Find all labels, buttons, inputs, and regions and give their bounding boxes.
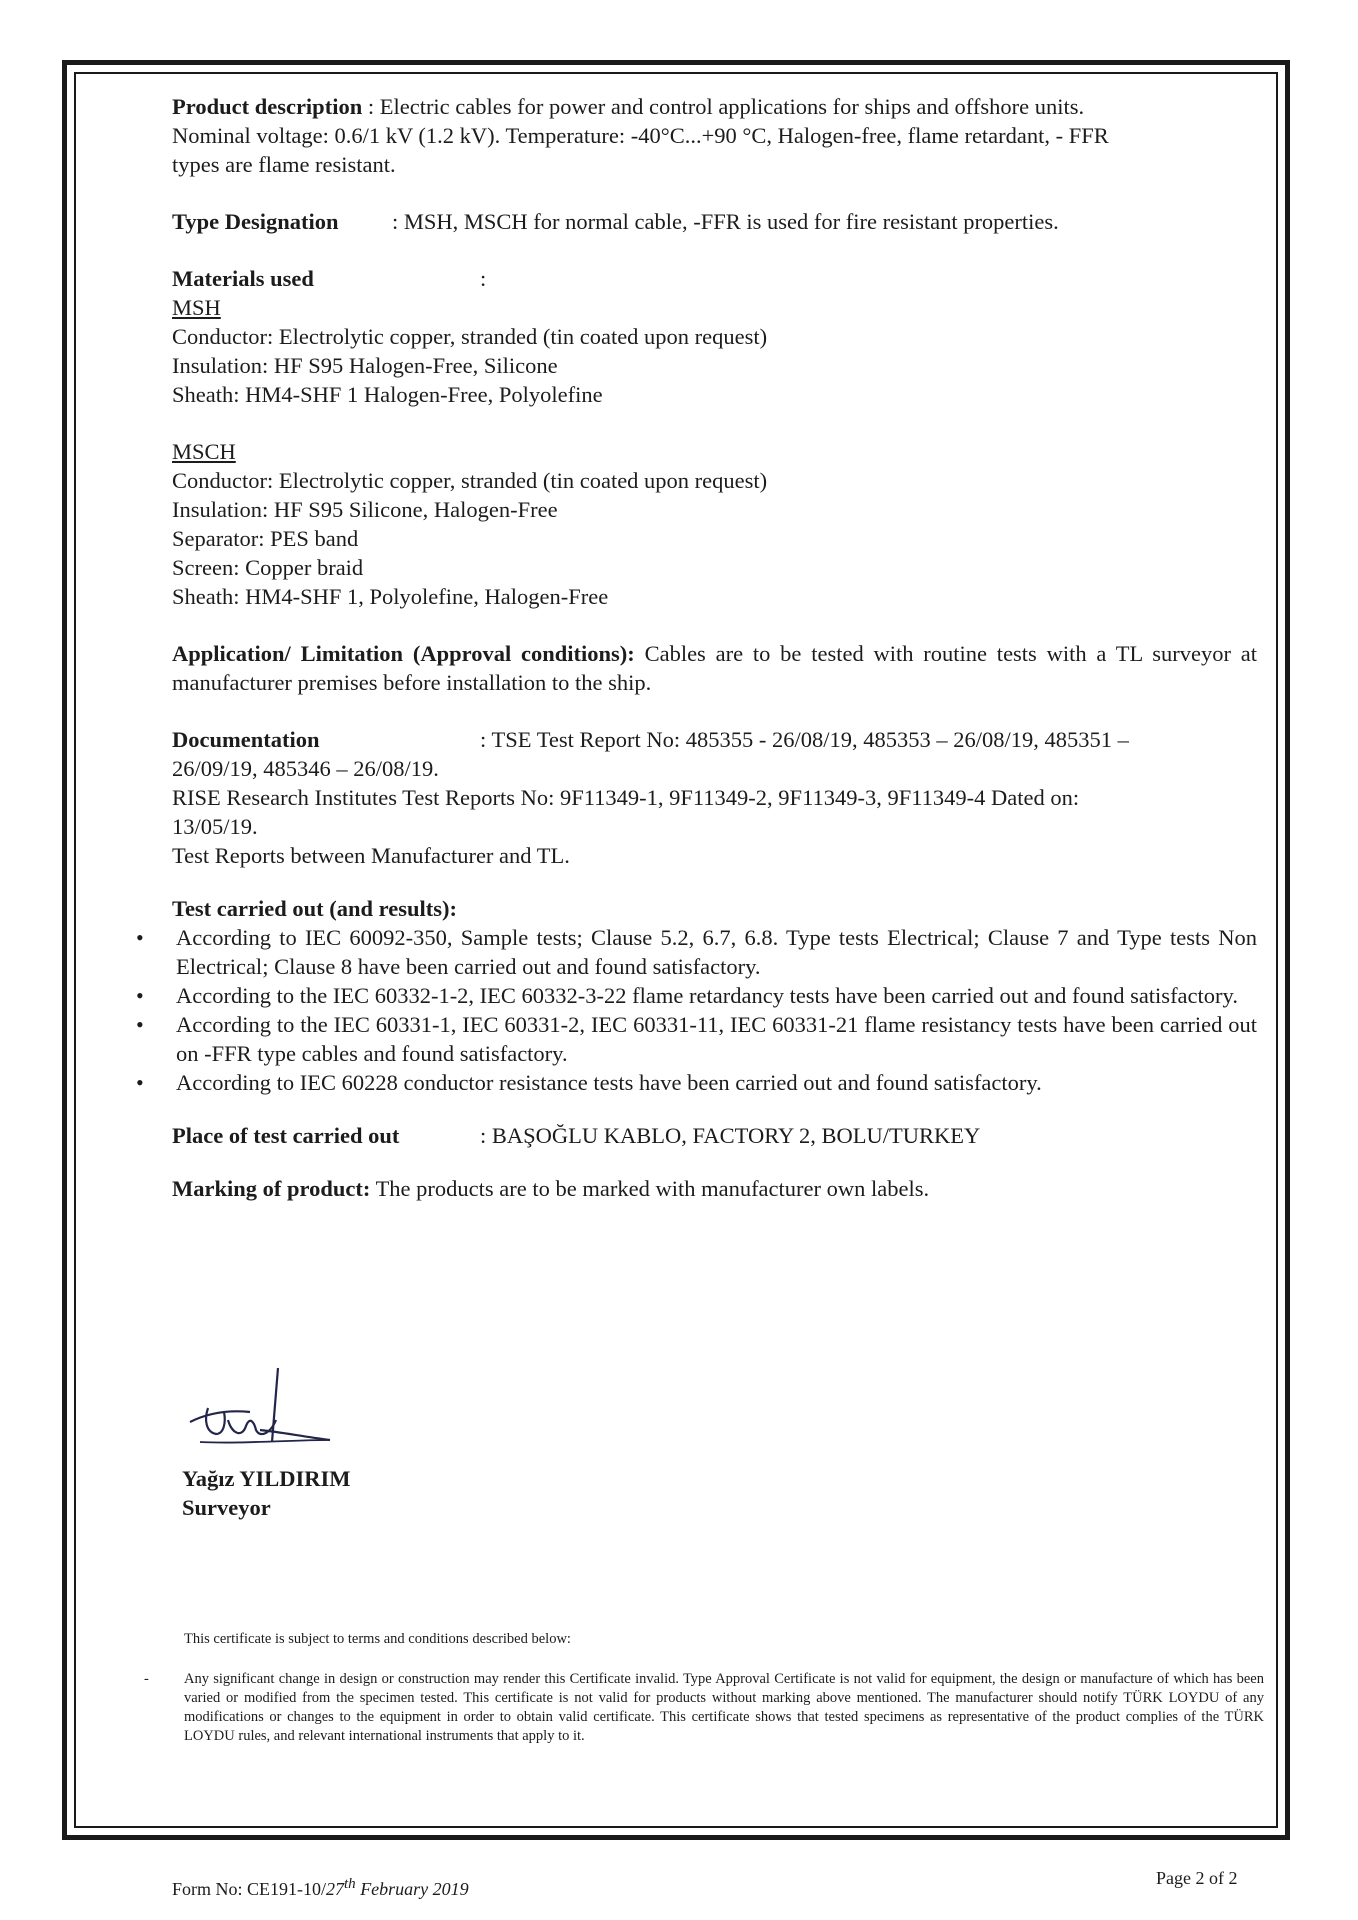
product-description-text-1: : Electric cables for power and control applications for ships and offshore units. bbox=[367, 94, 1085, 119]
msh-conductor: Conductor: Electrolytic copper, stranded (tin coated upon request) bbox=[172, 324, 768, 349]
materials-colon: : bbox=[480, 266, 487, 291]
tests-list bbox=[136, 923, 1257, 1097]
test-item-text: According to the IEC 60331-1, IEC 60331-2, IEC 60331-11, IEC 60331-21 flame resistancy tests have been carried out on -FFR type cables and found satisfactory. bbox=[176, 1012, 1257, 1066]
msh-title: MSH bbox=[172, 295, 221, 320]
signatory-title: Surveyor bbox=[182, 1495, 271, 1520]
fine-print-dash: - bbox=[144, 1671, 149, 1687]
type-designation-section bbox=[172, 207, 1257, 236]
msch-title: MSCH bbox=[172, 439, 236, 464]
bullet-icon: • bbox=[136, 983, 144, 1008]
type-designation-text: : MSH, MSCH for normal cable, -FFR is used for fire resistant properties. bbox=[392, 209, 1059, 234]
msch-separator: Separator: PES band bbox=[172, 526, 359, 551]
documentation-line-5: Test Reports between Manufacturer and TL. bbox=[172, 843, 570, 868]
documentation-label: Documentation bbox=[172, 727, 320, 752]
msch-sheath: Sheath: HM4-SHF 1, Polyolefine, Halogen-Free bbox=[172, 584, 609, 609]
form-date-sup: th bbox=[344, 1876, 356, 1892]
signature-icon bbox=[180, 1360, 350, 1470]
form-date-rest: February 2019 bbox=[355, 1879, 469, 1899]
documentation-section bbox=[172, 725, 1257, 870]
msch-insulation: Insulation: HF S95 Silicone, Halogen-Free bbox=[172, 497, 558, 522]
type-designation-label: Type Designation bbox=[172, 209, 339, 234]
msh-sheath: Sheath: HM4-SHF 1 Halogen-Free, Polyolefine bbox=[172, 382, 603, 407]
form-date-day: 27 bbox=[326, 1879, 345, 1899]
fine-print-terms bbox=[144, 1670, 1264, 1746]
application-section bbox=[172, 639, 1257, 697]
product-description-section bbox=[172, 92, 1257, 179]
materials-heading bbox=[172, 264, 1257, 293]
application-text: Cables are to be tested with routine tests with a TL surveyor at manufacturer premises before installation to the ship. bbox=[172, 641, 1257, 695]
page-number: Page 2 of 2 bbox=[1156, 1868, 1238, 1888]
tests-label: Test carried out (and results): bbox=[172, 896, 457, 921]
place-section bbox=[172, 1121, 1257, 1150]
documentation-line-2: 26/09/19, 485346 – 26/08/19. bbox=[172, 756, 439, 781]
signatory-name: Yağız YILDIRIM bbox=[182, 1466, 351, 1491]
fine-print-intro: This certificate is subject to terms and conditions described below: bbox=[184, 1631, 571, 1647]
marking-label: Marking of product: bbox=[172, 1176, 371, 1201]
signatory-block bbox=[182, 1464, 351, 1522]
msch-conductor: Conductor: Electrolytic copper, stranded (tin coated upon request) bbox=[172, 468, 768, 493]
bullet-icon: • bbox=[136, 1012, 144, 1037]
test-item-text: According to IEC 60228 conductor resistance tests have been carried out and found satisfactory. bbox=[176, 1070, 1042, 1095]
test-item-text: According to IEC 60092-350, Sample tests; Clause 5.2, 6.7, 6.8. Type tests Electrical; Clause 7 and Type tests Non Electrical; Clause 8 have been carried out and found satisfactory. bbox=[176, 925, 1257, 979]
list-item bbox=[136, 923, 1257, 981]
materials-msch bbox=[172, 437, 1257, 611]
msch-screen: Screen: Copper braid bbox=[172, 555, 364, 580]
list-item bbox=[136, 1010, 1257, 1068]
place-text: : BAŞOĞLU KABLO, FACTORY 2, BOLU/TURKEY bbox=[480, 1123, 981, 1148]
place-label: Place of test carried out bbox=[172, 1123, 400, 1148]
fine-print-terms-text: Any significant change in design or construction may render this Certificate invalid. Type Approval Certificate is not valid for equipment, the design or manufacture of which has been varied or modified from the specimen tested. This certificate is not valid for products without marking above mentioned. The manufacturer should notify TÜRK LOYDU of any modifications or changes to the equipment in order to obtain valid certificate. This certificate shows that tested specimens as representative of the product complies of the TÜRK LOYDU rules, and relevant international instruments that apply to it. bbox=[184, 1671, 1264, 1744]
product-description-text-2: Nominal voltage: 0.6/1 kV (1.2 kV). Temperature: -40°C...+90 °C, Halogen-free, flame retardant, - FFR bbox=[172, 123, 1109, 148]
form-number bbox=[172, 1876, 469, 1900]
marking-section bbox=[172, 1174, 1257, 1203]
documentation-line-4: 13/05/19. bbox=[172, 814, 258, 839]
application-label: Application/ Limitation (Approval conditions): bbox=[172, 641, 635, 666]
product-description-text-3: types are flame resistant. bbox=[172, 152, 396, 177]
documentation-line-1: : TSE Test Report No: 485355 - 26/08/19, 485353 – 26/08/19, 485351 – bbox=[480, 727, 1129, 752]
list-item bbox=[136, 981, 1257, 1010]
list-item bbox=[136, 1068, 1257, 1097]
msh-insulation: Insulation: HF S95 Halogen-Free, Silicone bbox=[172, 353, 558, 378]
bullet-icon: • bbox=[136, 1070, 144, 1095]
documentation-line-3: RISE Research Institutes Test Reports No: 9F11349-1, 9F11349-2, 9F11349-3, 9F11349-4 Dated on: bbox=[172, 785, 1080, 810]
form-number-text: Form No: CE191-10/ bbox=[172, 1879, 327, 1899]
test-item-text: According to the IEC 60332-1-2, IEC 60332-3-22 flame retardancy tests have been carried out and found satisfactory. bbox=[176, 983, 1238, 1008]
certificate-body bbox=[136, 92, 1257, 1203]
materials-msh bbox=[172, 293, 1257, 409]
tests-section bbox=[136, 894, 1257, 1097]
marking-text: The products are to be marked with manufacturer own labels. bbox=[375, 1176, 930, 1201]
bullet-icon: • bbox=[136, 925, 144, 950]
materials-label: Materials used bbox=[172, 266, 314, 291]
product-description-label: Product description bbox=[172, 94, 363, 119]
